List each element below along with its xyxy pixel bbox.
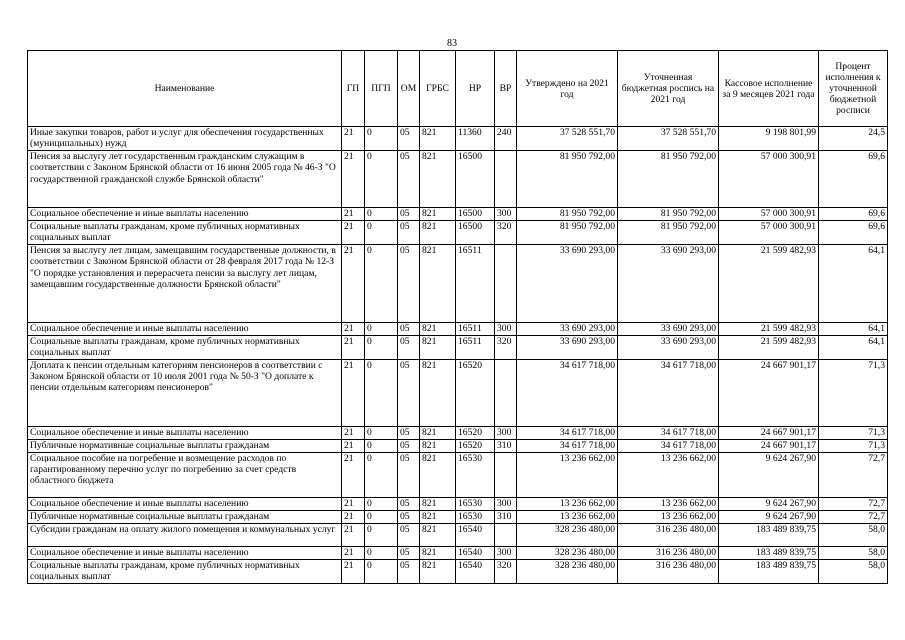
approved-amount-cell: 328 236 480,00 <box>517 559 618 583</box>
approved-amount-cell: 328 236 480,00 <box>517 523 618 546</box>
cash-execution-cell: 9 624 267,90 <box>719 497 819 510</box>
percent-cell: 69,6 <box>819 151 888 208</box>
refined-amount-cell: 316 236 480,00 <box>618 559 719 583</box>
name-cell: Субсидии гражданам на оплату жилого помещения и коммунальных услуг <box>28 523 342 546</box>
grbs-cell: 821 <box>420 426 456 439</box>
cash-execution-cell: 9 198 801,99 <box>719 127 819 151</box>
name-cell: Социальное обеспечение и иные выплаты населению <box>28 546 342 559</box>
refined-amount-cell: 81 950 792,00 <box>618 221 719 245</box>
cash-execution-cell: 24 667 901,17 <box>719 439 819 452</box>
pgp-cell: 0 <box>365 497 398 510</box>
percent-cell: 72,7 <box>819 510 888 523</box>
grbs-cell: 821 <box>420 559 456 583</box>
name-cell: Социальные выплаты гражданам, кроме публичных нормативных социальных выплат <box>28 559 342 583</box>
name-cell: Социальное пособие на погребение и возмещение расходов по гарантированному перечню услуг по погребению за счет средств областного бюджета <box>28 452 342 497</box>
pgp-cell: 0 <box>365 127 398 151</box>
pgp-cell: 0 <box>365 221 398 245</box>
approved-amount-cell: 13 236 662,00 <box>517 452 618 497</box>
np-cell: 16500 <box>456 221 495 245</box>
header-percent: Процент исполнения к уточненной бюджетной росписи <box>819 51 888 127</box>
cash-execution-cell: 24 667 901,17 <box>719 426 819 439</box>
pgp-cell: 0 <box>365 523 398 546</box>
approved-amount-cell: 328 236 480,00 <box>517 546 618 559</box>
header-np: НР <box>456 51 495 127</box>
vr-cell: 300 <box>495 497 517 510</box>
approved-amount-cell: 34 617 718,00 <box>517 359 618 426</box>
refined-amount-cell: 13 236 662,00 <box>618 510 719 523</box>
table-row <box>28 244 888 322</box>
table-row <box>28 221 888 245</box>
om-cell: 05 <box>398 127 420 151</box>
om-cell: 05 <box>398 208 420 221</box>
name-cell: Пенсия за выслугу лет государственным гражданским служащим в соответствии с Законом Брянской области от 16 июня 2005 года № 46-З "О государственной гражданской службе Брянской области" <box>28 151 342 208</box>
vr-cell: 320 <box>495 221 517 245</box>
gp-cell: 21 <box>342 452 365 497</box>
np-cell: 16530 <box>456 510 495 523</box>
grbs-cell: 821 <box>420 546 456 559</box>
percent-cell: 58,0 <box>819 546 888 559</box>
gp-cell: 21 <box>342 359 365 426</box>
name-cell: Социальное обеспечение и иные выплаты населению <box>28 497 342 510</box>
cash-execution-cell: 21 599 482,93 <box>719 335 819 359</box>
om-cell: 05 <box>398 221 420 245</box>
gp-cell: 21 <box>342 439 365 452</box>
np-cell: 16520 <box>456 439 495 452</box>
np-cell: 16540 <box>456 559 495 583</box>
approved-amount-cell: 34 617 718,00 <box>517 439 618 452</box>
name-cell: Социальные выплаты гражданам, кроме публичных нормативных социальных выплат <box>28 335 342 359</box>
vr-cell <box>495 151 517 208</box>
gp-cell: 21 <box>342 244 365 322</box>
grbs-cell: 821 <box>420 127 456 151</box>
refined-amount-cell: 81 950 792,00 <box>618 151 719 208</box>
pgp-cell: 0 <box>365 208 398 221</box>
gp-cell: 21 <box>342 546 365 559</box>
cash-execution-cell: 21 599 482,93 <box>719 244 819 322</box>
approved-amount-cell: 81 950 792,00 <box>517 208 618 221</box>
grbs-cell: 821 <box>420 151 456 208</box>
om-cell: 05 <box>398 497 420 510</box>
refined-amount-cell: 33 690 293,00 <box>618 322 719 335</box>
om-cell: 05 <box>398 559 420 583</box>
np-cell: 16520 <box>456 426 495 439</box>
grbs-cell: 821 <box>420 244 456 322</box>
name-cell: Социальное обеспечение и иные выплаты населению <box>28 426 342 439</box>
approved-amount-cell: 33 690 293,00 <box>517 322 618 335</box>
om-cell: 05 <box>398 510 420 523</box>
refined-amount-cell: 33 690 293,00 <box>618 335 719 359</box>
grbs-cell: 821 <box>420 322 456 335</box>
approved-amount-cell: 34 617 718,00 <box>517 426 618 439</box>
percent-cell: 64,1 <box>819 244 888 322</box>
name-cell: Публичные нормативные социальные выплаты гражданам <box>28 510 342 523</box>
gp-cell: 21 <box>342 426 365 439</box>
approved-amount-cell: 13 236 662,00 <box>517 497 618 510</box>
name-cell: Социальные выплаты гражданам, кроме публичных нормативных социальных выплат <box>28 221 342 245</box>
approved-amount-cell: 81 950 792,00 <box>517 151 618 208</box>
table-row <box>28 208 888 221</box>
vr-cell: 300 <box>495 426 517 439</box>
refined-amount-cell: 34 617 718,00 <box>618 359 719 426</box>
vr-cell: 320 <box>495 335 517 359</box>
percent-cell: 71,3 <box>819 426 888 439</box>
vr-cell <box>495 523 517 546</box>
om-cell: 05 <box>398 452 420 497</box>
pgp-cell: 0 <box>365 322 398 335</box>
np-cell: 16511 <box>456 322 495 335</box>
name-cell: Пенсия за выслугу лет лицам, замещавшим государственные должности, в соответствии с Законом Брянской области от 28 февраля 2017 года № 12-З "О порядке установления и перерасчета пенсии за выслугу лет лицам, замещавшим государственные должности Брянской области" <box>28 244 342 322</box>
name-cell: Иные закупки товаров, работ и услуг для обеспечения государственных (муниципальных) нужд <box>28 127 342 151</box>
grbs-cell: 821 <box>420 335 456 359</box>
table-row <box>28 151 888 208</box>
vr-cell <box>495 452 517 497</box>
pgp-cell: 0 <box>365 335 398 359</box>
grbs-cell: 821 <box>420 497 456 510</box>
gp-cell: 21 <box>342 559 365 583</box>
pgp-cell: 0 <box>365 426 398 439</box>
cash-execution-cell: 183 489 839,75 <box>719 559 819 583</box>
np-cell: 16520 <box>456 359 495 426</box>
gp-cell: 21 <box>342 335 365 359</box>
table-row <box>28 335 888 359</box>
vr-cell: 310 <box>495 439 517 452</box>
name-cell: Социальное обеспечение и иные выплаты населению <box>28 208 342 221</box>
refined-amount-cell: 33 690 293,00 <box>618 244 719 322</box>
np-cell: 16511 <box>456 335 495 359</box>
header-name: Наименование <box>28 51 342 127</box>
header-gp: ГП <box>342 51 365 127</box>
pgp-cell: 0 <box>365 546 398 559</box>
vr-cell: 310 <box>495 510 517 523</box>
cash-execution-cell: 9 624 267,90 <box>719 510 819 523</box>
om-cell: 05 <box>398 523 420 546</box>
header-refined: Уточненная бюджетная роспись на 2021 год <box>618 51 719 127</box>
header-approved: Утверждено на 2021 год <box>517 51 618 127</box>
cash-execution-cell: 9 624 267,90 <box>719 452 819 497</box>
table-row <box>28 359 888 426</box>
pgp-cell: 0 <box>365 151 398 208</box>
pgp-cell: 0 <box>365 559 398 583</box>
percent-cell: 72,7 <box>819 452 888 497</box>
om-cell: 05 <box>398 546 420 559</box>
header-om: ОМ <box>398 51 420 127</box>
om-cell: 05 <box>398 359 420 426</box>
np-cell: 16500 <box>456 151 495 208</box>
refined-amount-cell: 34 617 718,00 <box>618 426 719 439</box>
grbs-cell: 821 <box>420 510 456 523</box>
approved-amount-cell: 81 950 792,00 <box>517 221 618 245</box>
refined-amount-cell: 81 950 792,00 <box>618 208 719 221</box>
gp-cell: 21 <box>342 322 365 335</box>
pgp-cell: 0 <box>365 244 398 322</box>
np-cell: 16530 <box>456 497 495 510</box>
grbs-cell: 821 <box>420 208 456 221</box>
refined-amount-cell: 34 617 718,00 <box>618 439 719 452</box>
grbs-cell: 821 <box>420 359 456 426</box>
cash-execution-cell: 57 000 300,91 <box>719 151 819 208</box>
percent-cell: 71,3 <box>819 359 888 426</box>
table-row <box>28 127 888 151</box>
name-cell: Публичные нормативные социальные выплаты гражданам <box>28 439 342 452</box>
gp-cell: 21 <box>342 523 365 546</box>
table-row <box>28 322 888 335</box>
vr-cell: 300 <box>495 546 517 559</box>
om-cell: 05 <box>398 322 420 335</box>
cash-execution-cell: 183 489 839,75 <box>719 546 819 559</box>
pgp-cell: 0 <box>365 452 398 497</box>
grbs-cell: 821 <box>420 452 456 497</box>
approved-amount-cell: 37 528 551,70 <box>517 127 618 151</box>
refined-amount-cell: 13 236 662,00 <box>618 497 719 510</box>
gp-cell: 21 <box>342 208 365 221</box>
table-body <box>28 127 888 584</box>
grbs-cell: 821 <box>420 221 456 245</box>
header-cash: Кассовое исполнение за 9 месяцев 2021 года <box>719 51 819 127</box>
header-pgp: ПГП <box>365 51 398 127</box>
percent-cell: 58,0 <box>819 559 888 583</box>
table-header-row <box>28 51 888 127</box>
vr-cell: 240 <box>495 127 517 151</box>
cash-execution-cell: 24 667 901,17 <box>719 359 819 426</box>
cash-execution-cell: 57 000 300,91 <box>719 208 819 221</box>
percent-cell: 72,7 <box>819 497 888 510</box>
np-cell: 16500 <box>456 208 495 221</box>
percent-cell: 64,1 <box>819 322 888 335</box>
grbs-cell: 821 <box>420 439 456 452</box>
vr-cell: 300 <box>495 208 517 221</box>
om-cell: 05 <box>398 426 420 439</box>
om-cell: 05 <box>398 335 420 359</box>
percent-cell: 69,6 <box>819 208 888 221</box>
cash-execution-cell: 21 599 482,93 <box>719 322 819 335</box>
grbs-cell: 821 <box>420 523 456 546</box>
gp-cell: 21 <box>342 510 365 523</box>
gp-cell: 21 <box>342 221 365 245</box>
approved-amount-cell: 33 690 293,00 <box>517 244 618 322</box>
name-cell: Доплата к пенсии отдельным категориям пенсионеров в соответствии с Законом Брянской области от 10 июля 2001 года № 50-З "О доплате к пенсии отдельным категориям пенсионеров" <box>28 359 342 426</box>
table-row <box>28 439 888 452</box>
header-vr: ВР <box>495 51 517 127</box>
om-cell: 05 <box>398 244 420 322</box>
np-cell: 16530 <box>456 452 495 497</box>
vr-cell: 320 <box>495 559 517 583</box>
gp-cell: 21 <box>342 127 365 151</box>
percent-cell: 64,1 <box>819 335 888 359</box>
cash-execution-cell: 57 000 300,91 <box>719 221 819 245</box>
om-cell: 05 <box>398 439 420 452</box>
np-cell: 11360 <box>456 127 495 151</box>
np-cell: 16540 <box>456 546 495 559</box>
table-row <box>28 452 888 497</box>
page-number: 83 <box>447 38 457 49</box>
pgp-cell: 0 <box>365 439 398 452</box>
header-grbs: ГРБС <box>420 51 456 127</box>
cash-execution-cell: 183 489 839,75 <box>719 523 819 546</box>
gp-cell: 21 <box>342 151 365 208</box>
pgp-cell: 0 <box>365 359 398 426</box>
table-row <box>28 559 888 583</box>
om-cell: 05 <box>398 151 420 208</box>
vr-cell <box>495 359 517 426</box>
table-row <box>28 510 888 523</box>
budget-table <box>27 50 888 584</box>
vr-cell <box>495 244 517 322</box>
table-row <box>28 426 888 439</box>
table-row <box>28 523 888 546</box>
percent-cell: 69,6 <box>819 221 888 245</box>
percent-cell: 24,5 <box>819 127 888 151</box>
refined-amount-cell: 37 528 551,70 <box>618 127 719 151</box>
refined-amount-cell: 316 236 480,00 <box>618 523 719 546</box>
gp-cell: 21 <box>342 497 365 510</box>
name-cell: Социальное обеспечение и иные выплаты населению <box>28 322 342 335</box>
np-cell: 16511 <box>456 244 495 322</box>
percent-cell: 58,0 <box>819 523 888 546</box>
refined-amount-cell: 13 236 662,00 <box>618 452 719 497</box>
vr-cell: 300 <box>495 322 517 335</box>
refined-amount-cell: 316 236 480,00 <box>618 546 719 559</box>
pgp-cell: 0 <box>365 510 398 523</box>
approved-amount-cell: 33 690 293,00 <box>517 335 618 359</box>
approved-amount-cell: 13 236 662,00 <box>517 510 618 523</box>
np-cell: 16540 <box>456 523 495 546</box>
table-row <box>28 546 888 559</box>
percent-cell: 71,3 <box>819 439 888 452</box>
table-row <box>28 497 888 510</box>
